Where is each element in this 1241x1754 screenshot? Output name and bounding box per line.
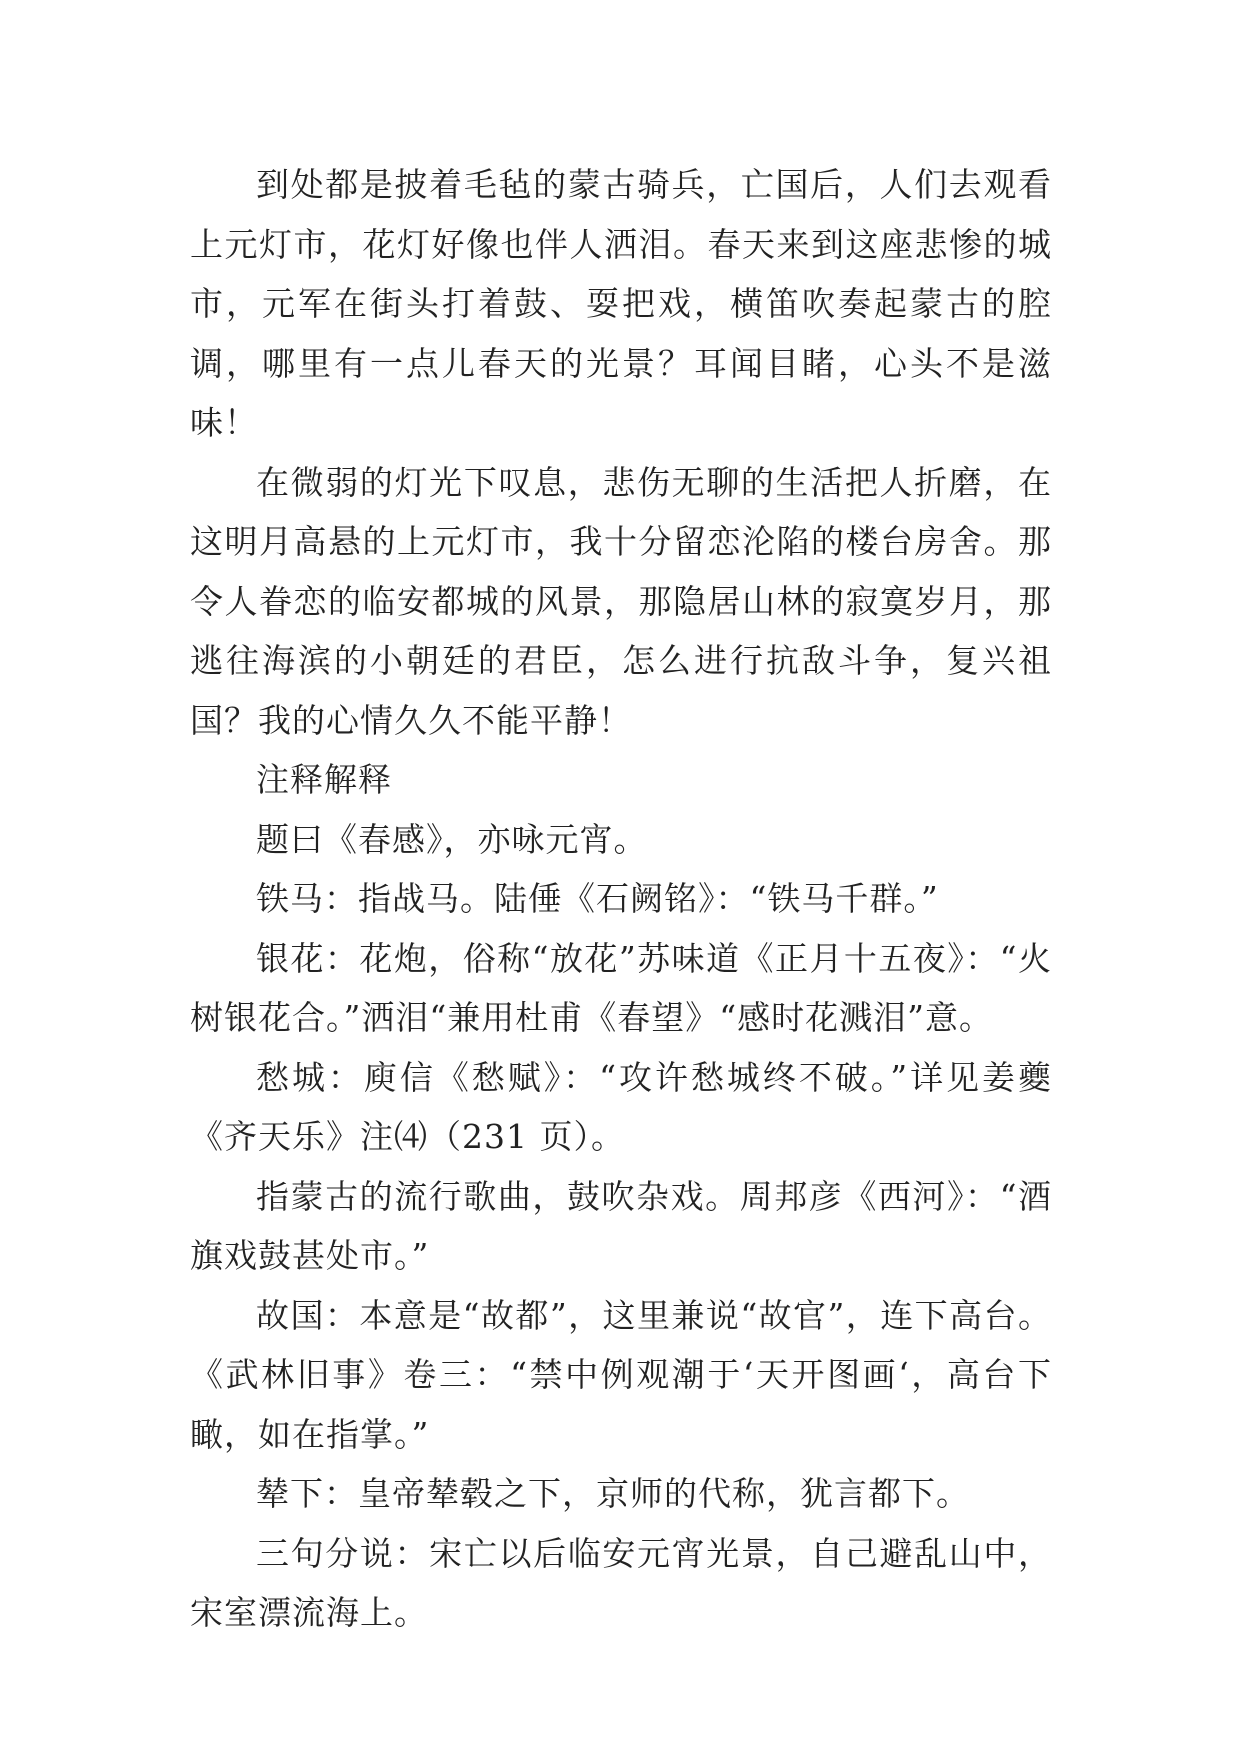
note-guguo: 故国：本意是“故都”，这里兼说“故官”，连下高台。《武林旧事》卷三：“禁中例观潮于‘天开图画‘，高台下瞰，如在指掌。”	[190, 1295, 1052, 1454]
note-yinhua: 银花：花炮，俗称“放花”苏味道《正月十五夜》：“火树银花合。”洒泪“兼用杜甫《春望》“感时花溅泪”意。	[190, 938, 1052, 1037]
note-choucheng: 愁城：庾信《愁赋》：“攻许愁城终不破。”详见姜夔《齐天乐》注⑷（231 页）。	[190, 1057, 1052, 1156]
note-tiema: 铁马：指战马。陆倕《石阙铭》：“铁马千群。”	[256, 879, 939, 918]
paragraph-translation-2: 在微弱的灯光下叹息，悲伤无聊的生活把人折磨，在这明月高悬的上元灯市，我十分留恋沦陷的楼台房舍。那令人眷恋的临安都城的风景，那隐居山林的寂寞岁月，那逃往海滨的小朝廷的君臣，怎么进行抗敌斗争，复兴祖国？我的心情久久不能平静！	[190, 462, 1052, 740]
note-title: 题曰《春感》，亦咏元宵。	[256, 819, 648, 859]
note-mongol-songs: 指蒙古的流行歌曲，鼓吹杂戏。周邦彦《西河》：“酒旗戏鼓甚处市。”	[190, 1176, 1052, 1275]
note-nianxia: 辇下：皇帝辇毂之下，京师的代称，犹言都下。	[256, 1474, 970, 1513]
note-three-lines: 三句分说：宋亡以后临安元宵光景，自己避乱山中，宋室漂流海上。	[190, 1533, 1052, 1632]
document-page	[190, 155, 1052, 1643]
paragraph-translation-1: 到处都是披着毛毡的蒙古骑兵，亡国后，人们去观看上元灯市，花灯好像也伴人洒泪。春天来到这座悲惨的城市，元军在街头打着鼓、耍把戏，横笛吹奏起蒙古的腔调，哪里有一点儿春天的光景？耳闻目睹，心头不是滋味！	[190, 165, 1052, 442]
section-heading-notes: 注释解释	[256, 760, 392, 799]
